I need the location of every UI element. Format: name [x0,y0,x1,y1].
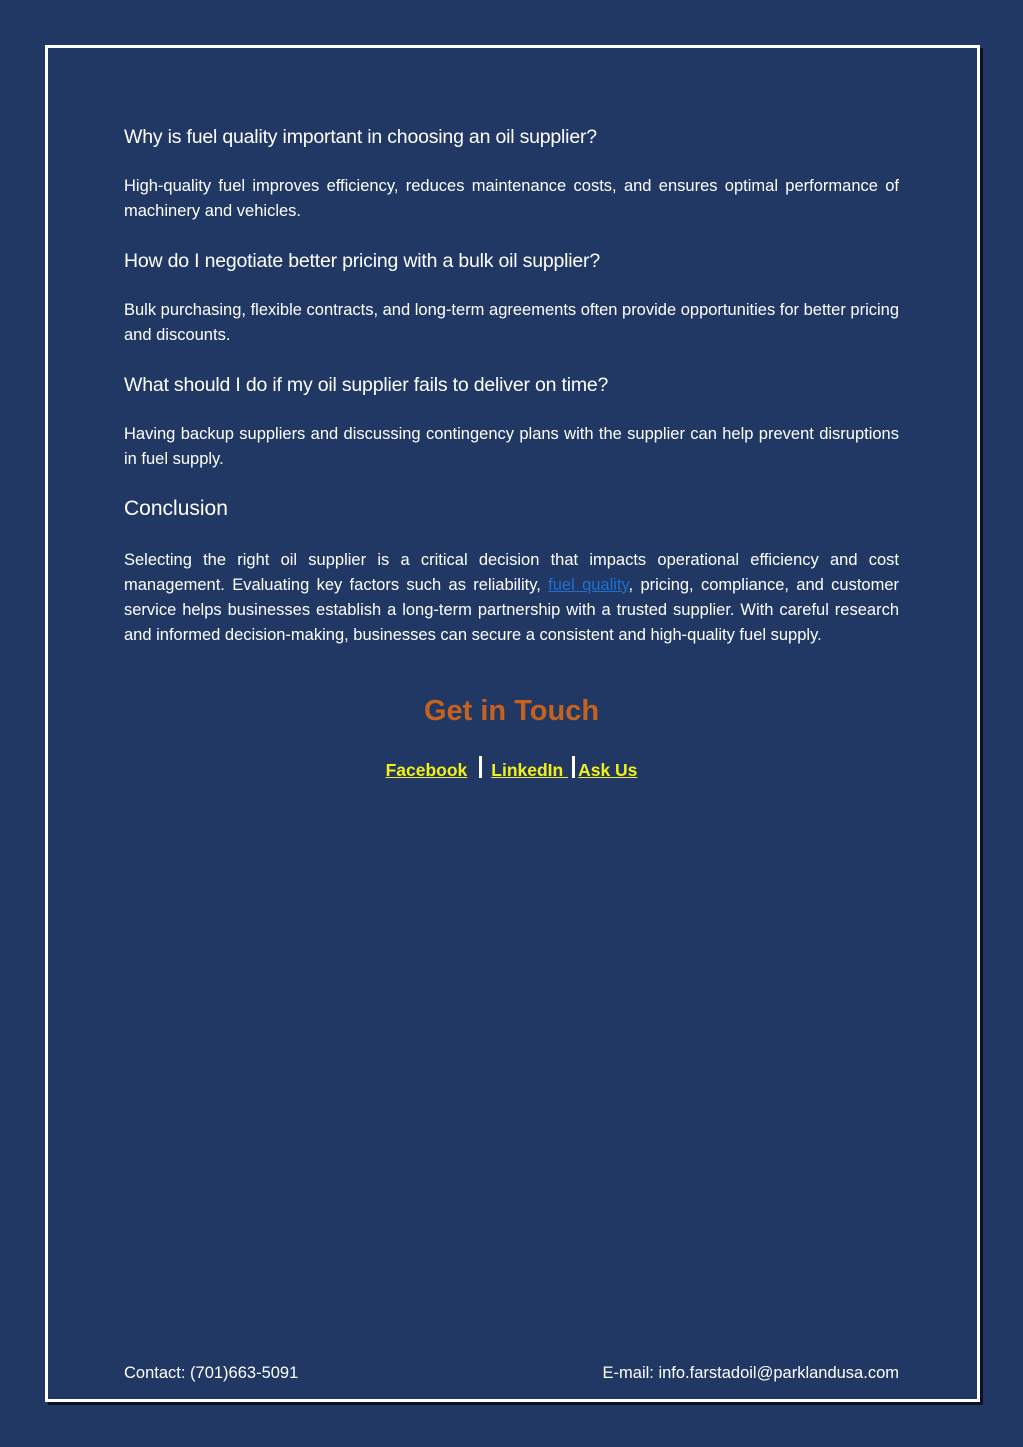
faq-question-1: Why is fuel quality important in choosing an oil supplier? [124,126,597,148]
faq-answer-1: High-quality fuel improves efficiency, reduces maintenance costs, and ensures optimal performance of machinery and vehicles. [124,177,899,220]
faq-answer-2: Bulk purchasing, flexible contracts, and long-term agreements often provide opportunities for better pricing and discounts. [124,301,900,344]
link-separator [479,756,482,778]
faq-question-3: What should I do if my oil supplier fails to deliver on time? [124,374,609,396]
faq-answer-3: Having backup suppliers and discussing contingency plans with the supplier can help prevent disruptions in fuel supply. [124,425,899,468]
social-links [0,756,1023,784]
footer-email: E-mail: info.farstadoil@parklandusa.com [602,1364,899,1382]
get-in-touch-title: Get in Touch [423,695,600,727]
footer-contact-phone: Contact: (701)663-5091 [124,1364,299,1382]
faq-question-2: How do I negotiate better pricing with a bulk oil supplier? [124,250,600,272]
conclusion-text-after-link: , pricing, compliance, and customer service helps businesses establish a long-term partnership with a trusted supplier. With careful research and informed decision-making, businesses can secure a consistent and high-quality fuel supply. [124,576,899,644]
fuel-quality-link[interactable]: fuel quality [548,576,629,594]
conclusion-paragraph [124,548,899,648]
link-separator [572,756,575,778]
main-content [124,122,899,648]
linkedin-link[interactable]: LinkedIn [491,760,569,780]
ask-us-link[interactable]: Ask Us [578,760,638,780]
facebook-link[interactable]: Facebook [385,760,468,780]
conclusion-heading: Conclusion [124,497,228,520]
conclusion-text-before-link: Selecting the right oil supplier is a critical decision that impacts operational efficiency and cost management. Evaluating key factors such as reliability, [124,551,899,594]
